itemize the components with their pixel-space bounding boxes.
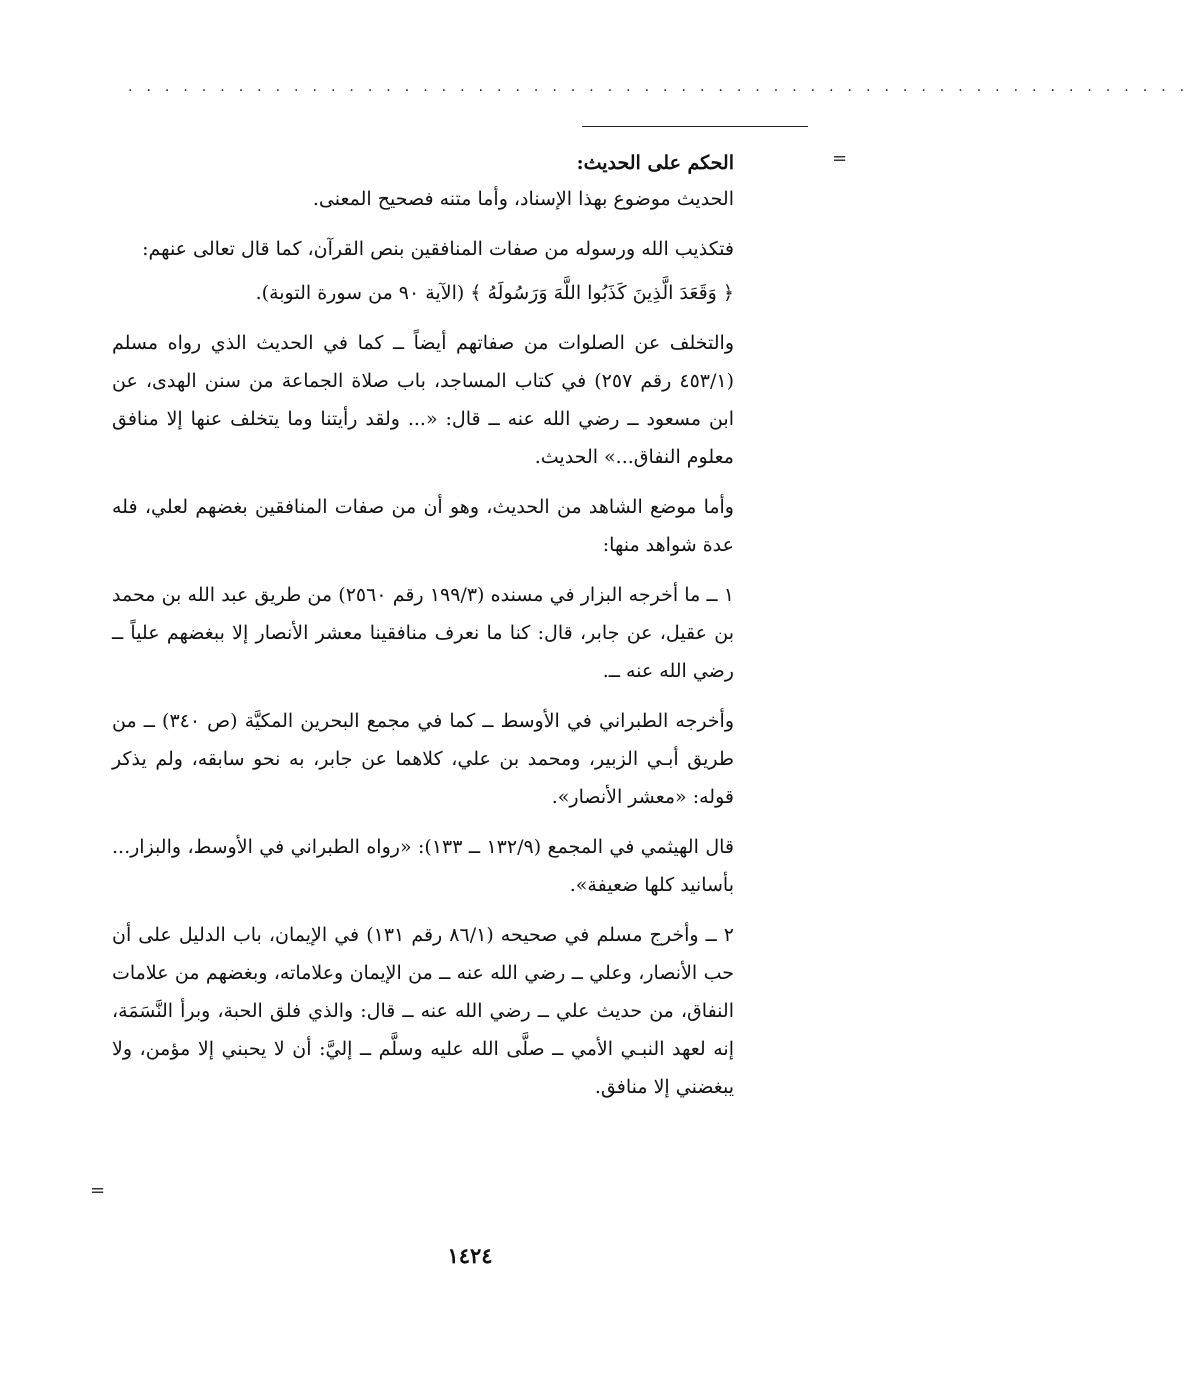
top-dotted-separator: ..........................................................	[128, 79, 1198, 95]
paragraph-witness: وأما موضع الشاهد من الحديث، وهو أن من صفات المنافقين بغضهم لعلي، فله عدة شواهد منها:	[112, 496, 734, 556]
margin-mark-top: =	[832, 148, 848, 169]
heading-rule	[582, 126, 808, 127]
paragraph-prayer: والتخلف عن الصلوات من صفاتهم أيضاً ــ كما في الحديث الذي رواه مسلم (٤٥٣/١ رقم ٢٥٧) في كتاب المساجد، باب صلاة الجماعة من سنن الهدى، عن ابن مسعود ــ رضي الله عنه ــ قال: «... ولقد رأيتنا وما يتخلف عنها إلا منافق معلوم النفاق...» الحديث.	[112, 332, 735, 468]
paragraph-bazzar: ١ ــ ما أخرجه البزار في مسنده (١٩٩/٣ رقم ٢٥٦٠) من طريق عبد الله بن محمد بن عقيل، عن جابر، قال: كنا ما نعرف منافقينا معشر الأنصار إلا ببغضهم علياً ــ رضي الله عنه ــ.	[112, 584, 734, 682]
paragraph-haythami: قال الهيثمي في المجمع (١٣٢/٩ ــ ١٣٣): «رواه الطبراني في الأوسط، والبزار... بأسانيد كلها ضعيفة».	[112, 836, 734, 896]
section-heading: الحكم على الحديث:	[576, 152, 734, 174]
paragraph-quran-verse: ﴿ وَقَعَدَ الَّذِينَ كَذَبُوا اللَّهَ وَرَسُولَهُ ﴾ (الآية ٩٠ من سورة التوبة).	[255, 282, 734, 304]
paragraph-quran-intro: فتكذيب الله ورسوله من صفات المنافقين بنص القرآن، كما قال تعالى عنهم:	[142, 238, 734, 260]
page-body	[112, 146, 734, 1118]
paragraph-tabarani: وأخرجه الطبراني في الأوسط ــ كما في مجمع البحرين المكيَّة (ص ٣٤٠) ــ من طريق أبـي الزبير، ومحمد بن علي، كلاهما عن جابر، به نحو سابقه، ولم يذكر قوله: «معشر الأنصار».	[112, 710, 735, 808]
margin-mark-bottom: =	[90, 1180, 106, 1201]
page-number: ١٤٢٤	[447, 1243, 493, 1268]
paragraph-ruling: الحديث موضوع بهذا الإسناد، وأما متنه فصحيح المعنى.	[312, 188, 734, 210]
paragraph-muslim: ٢ ــ وأخرج مسلم في صحيحه (٨٦/١ رقم ١٣١) في الإيمان، باب الدليل على أن حب الأنصار، وعلي ــ رضي الله عنه ــ من الإيمان وعلاماته، وبغضهم من علامات النفاق، من حديث علي ــ رضي الله عنه ــ قال: والذي فلق الحبة، وبرأ النَّسَمَة، إنه لعهد النبـي الأمي ــ صلَّى الله عليه وسلَّم ــ إليَّ: أن لا يحبني إلا مؤمن، ولا يبغضني إلا منافق.	[112, 924, 735, 1098]
